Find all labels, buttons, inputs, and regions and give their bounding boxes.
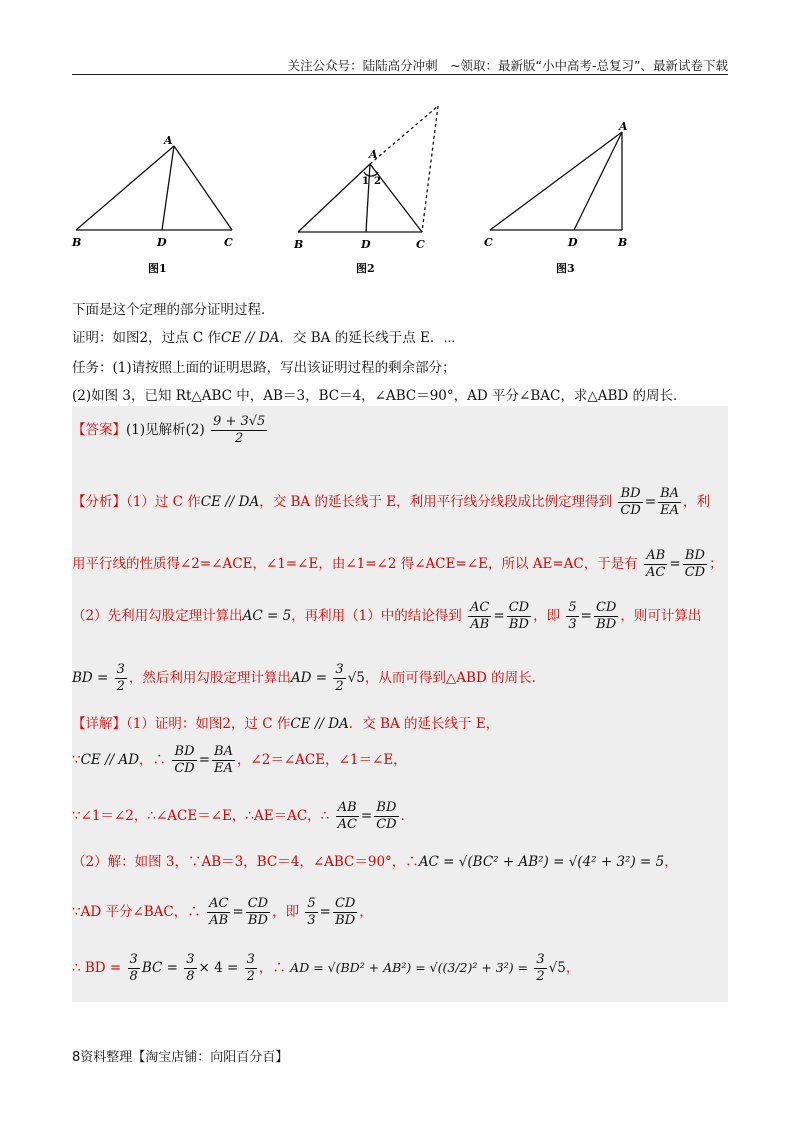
frac-den: CD: [376, 817, 397, 832]
analysis-label: 【分析】: [72, 494, 126, 510]
analysis-ce: CE // DA: [200, 494, 260, 510]
fig2-angle-1: 1: [362, 176, 369, 187]
fraction: [507, 600, 531, 633]
frac-num: 3: [246, 952, 255, 967]
detail-ce: CE // DA: [290, 716, 349, 732]
figure-1: [76, 146, 232, 230]
analysis-sqrt: √5: [347, 670, 365, 686]
proof-start-line: [72, 326, 456, 346]
fig1-caption: 图1: [148, 262, 167, 275]
fig1-label-a: A: [164, 134, 173, 147]
fraction: [336, 800, 359, 833]
frac-num: BA: [660, 486, 680, 501]
fig3-label-d: D: [568, 236, 578, 249]
page-header: [72, 52, 728, 75]
frac-num: AC: [209, 896, 229, 911]
frac-num: CD: [334, 896, 356, 911]
frac-den: BD: [596, 617, 617, 632]
fraction: [468, 600, 491, 633]
fig1-label-c: C: [224, 236, 233, 249]
frac-den: AC: [646, 565, 666, 580]
page-footer: 8资料整理【淘宝店铺：向阳百分百】: [72, 1050, 289, 1065]
fraction: [333, 662, 345, 695]
frac-den: EA: [214, 761, 233, 776]
geometry-figures: [66, 100, 746, 280]
fig2-caption: 图2: [356, 262, 375, 275]
analysis-text: ，从而可得到△ABD 的周长.: [364, 670, 536, 686]
detail-text: （2）解：如图 3，∵AB＝3，BC＝4，∠ABC＝90°，∴: [72, 854, 419, 870]
frac-num: CD: [247, 896, 269, 911]
frac-num: CD: [595, 600, 617, 615]
frac-num: AB: [336, 800, 359, 817]
frac-num: 3: [116, 662, 125, 677]
analysis-ad: AD =: [290, 670, 328, 686]
frac-den: BD: [247, 913, 268, 928]
detail-text: （1）证明：如图2，过 C 作: [126, 716, 291, 732]
detail-line-2: ∵CE // AD，∴ $\frac{BD}{CD}$ = $\frac{BA}{EA}$ ，∠2＝∠ACE，∠1＝∠E，: [72, 744, 407, 776]
fraction: [305, 896, 317, 929]
answer-label: 【答案】: [72, 422, 126, 438]
analysis-text: ，即: [533, 608, 561, 624]
fraction: [374, 800, 398, 833]
frac-den: 8: [129, 969, 138, 984]
analysis-text: 用平行线的性质得∠2=∠ACE，∠1=∠E，由∠1=∠2 得∠ACE=∠E，所以 AE=AC，于是有: [72, 556, 638, 572]
proof-start: 证明：如图2，过点 C 作: [72, 330, 222, 346]
detail-text: ，: [664, 854, 678, 870]
frac-den: AB: [209, 913, 229, 928]
analysis-text: ，则可计算出: [620, 608, 702, 624]
fraction: [172, 744, 196, 777]
fraction: [534, 952, 546, 985]
fraction: [683, 548, 707, 581]
frac-num: AC: [470, 600, 490, 615]
analysis-line-4: [72, 662, 536, 695]
task-2-line: (2)如图 3，已知 Rt△ABC 中，AB＝3，BC＝4，∠ABC＝90°，AD 平分∠BAC，求△ABD 的周长．: [72, 388, 687, 404]
fraction: [644, 548, 667, 581]
fig2-label-d: D: [361, 238, 371, 251]
figures-area: [66, 100, 746, 280]
detail-line-4: [72, 850, 678, 870]
figure-2: [298, 106, 438, 232]
analysis-line-2: 用平行线的性质得∠2=∠ACE，∠1=∠E，由∠1=∠2 得∠ACE=∠E，所以 AE=AC，于是有 $\frac{AB}{AC}$ = $\frac{BD}{CD}$ ；: [72, 548, 723, 580]
detail-text: ∵: [72, 752, 81, 768]
fig2-angle-2: 2: [374, 176, 381, 187]
detail-text: ∵∠1＝∠2，∴∠ACE＝∠E，∴AE＝AC，∴: [72, 808, 330, 824]
frac-den: AB: [470, 617, 490, 632]
fraction: [184, 952, 196, 985]
fig3-label-b: B: [618, 236, 628, 249]
detail-sqrt: √5: [548, 960, 566, 976]
detail-text: ．: [400, 808, 415, 824]
detail-text: ，: [359, 904, 373, 920]
intro-line: 下面是这个定理的部分证明过程．: [72, 302, 275, 318]
detail-text: ，: [565, 960, 580, 976]
frac-num: BD: [683, 548, 707, 565]
analysis-text: （1）过 C 作: [126, 494, 201, 510]
analysis-text: ，利: [683, 494, 711, 510]
detail-line-6: [72, 952, 579, 985]
frac-num: BD: [374, 800, 398, 817]
frac-num: BD: [172, 744, 196, 761]
answer-frac-num: 9 + 3√5: [213, 414, 266, 429]
frac-den: CD: [174, 761, 195, 776]
fraction: [658, 486, 681, 519]
detail-text: ∵AD 平分∠BAC，∴: [72, 904, 201, 920]
analysis-text: ，然后利用勾股定理计算出: [128, 670, 291, 686]
answer-line: [72, 414, 269, 447]
frac-den: 3: [568, 617, 577, 632]
answer-frac-den: 2: [235, 431, 244, 446]
detail-line-3: ∵∠1＝∠2，∴∠ACE＝∠E，∴AE＝AC，∴ $\frac{AB}{AC}$ = $\frac{BD}{CD}$ ．: [72, 800, 415, 832]
detail-text: ，∴: [258, 960, 286, 976]
frac-den: BD: [335, 913, 356, 928]
frac-den: CD: [620, 503, 641, 518]
fraction: [115, 662, 127, 695]
detail-text: ，即: [272, 904, 300, 920]
detail-line-1: [72, 712, 499, 732]
frac-num: 3: [186, 952, 195, 967]
frac-den: 8: [186, 969, 195, 984]
detail-text: ，∴: [139, 752, 167, 768]
frac-num: 3: [129, 952, 138, 967]
fig1-label-b: B: [72, 236, 82, 249]
fraction: [246, 896, 270, 929]
detail-label: 【详解】: [72, 716, 126, 732]
fig1-label-d: D: [157, 236, 167, 249]
answer-text: (1)见解析(2): [126, 422, 205, 438]
frac-num: BD: [618, 486, 642, 503]
frac-num: BA: [214, 744, 233, 759]
frac-den: BD: [508, 617, 529, 632]
analysis-text: ，交 BA 的延长线于 E，利用平行线分线段成比例定理得到: [259, 494, 613, 510]
frac-num: 5: [568, 600, 577, 615]
frac-den: 3: [307, 913, 316, 928]
fig3-caption: 图3: [556, 262, 575, 275]
fig3-label-a: A: [619, 120, 628, 133]
fig2-label-b: B: [294, 238, 304, 251]
detail-text: ，∠2＝∠ACE，∠1＝∠E，: [236, 752, 407, 768]
frac-num: 3: [536, 952, 545, 967]
frac-den: EA: [660, 503, 680, 518]
frac-num: 5: [307, 896, 316, 911]
frac-den: 2: [335, 679, 344, 694]
header-text: 关注公众号：陆陆高分冲刺 ~领取：最新版“小中高考-总复习”、最新试卷下载: [287, 58, 728, 73]
frac-num: AB: [644, 548, 667, 565]
frac-den: 2: [116, 679, 125, 694]
fraction: [333, 896, 357, 929]
frac-num: 3: [335, 662, 344, 677]
fraction: [128, 952, 140, 985]
analysis-bd: BD =: [72, 670, 109, 686]
frac-den: 2: [536, 969, 545, 984]
detail-text: BC =: [141, 960, 178, 976]
fig2-label-a: A: [369, 148, 378, 161]
fraction: [618, 486, 642, 519]
fig3-label-c: C: [484, 236, 493, 249]
analysis-line-1: 【分析】（1）过 C 作CE // DA，交 BA 的延长线于 E，利用平行线分线段成比例定理得到 $\frac{BD}{CD}$ = $\frac{BA}{EA}$ ，利: [72, 486, 711, 518]
detail-text: ∴ BD =: [72, 960, 122, 976]
figure-3: [490, 132, 622, 230]
task-1-line: 任务：(1)请按照上面的证明思路，写出该证明过程的剩余部分；: [72, 360, 456, 376]
fraction: [207, 896, 230, 929]
proof-end: ．交 BA 的延长线于点 E．⋯: [279, 330, 456, 346]
detail-line-5: ∵AD 平分∠BAC，∴ $\frac{AC}{AB}$ = $\frac{CD}{BD}$ ，即 $\frac{5}{3}$ = $\frac{CD}{BD}$ ，: [72, 896, 373, 928]
fig2-label-c: C: [416, 238, 425, 251]
detail-text: × 4 =: [198, 960, 239, 976]
frac-den: CD: [684, 565, 706, 580]
analysis-line-3: （2）先利用勾股定理计算出AC = 5，再利用（1）中的结论得到 $\frac{AC}{AB}$ = $\frac{CD}{BD}$ ，即 $\frac{5}{3}$ = $\frac{CD}{BD}$ ，则可计算出: [72, 600, 702, 632]
analysis-text: ，再利用（1）中的结论得到: [291, 608, 462, 624]
frac-den: AC: [337, 817, 357, 832]
fraction: [245, 952, 257, 985]
analysis-text: （2）先利用勾股定理计算出: [72, 608, 243, 624]
proof-ce: CE // DA: [221, 330, 280, 346]
frac-den: 2: [246, 969, 255, 984]
frac-num: CD: [508, 600, 530, 615]
detail-ce: CE // AD: [80, 752, 140, 768]
detail-text: ．交 BA 的延长线于 E，: [348, 716, 500, 732]
detail-equation: AC = √(BC² + AB²) = √(4² + 3²) = 5: [418, 854, 665, 870]
fraction: [594, 600, 618, 633]
detail-equation: AD = √(BD² + AB²) = √((3/2)² + 3²) =: [290, 960, 529, 975]
fraction: [566, 600, 578, 633]
analysis-text: ；: [709, 556, 723, 572]
analysis-ac: AC = 5: [242, 608, 292, 624]
fraction: [212, 744, 235, 777]
answer-fraction: [211, 414, 267, 447]
